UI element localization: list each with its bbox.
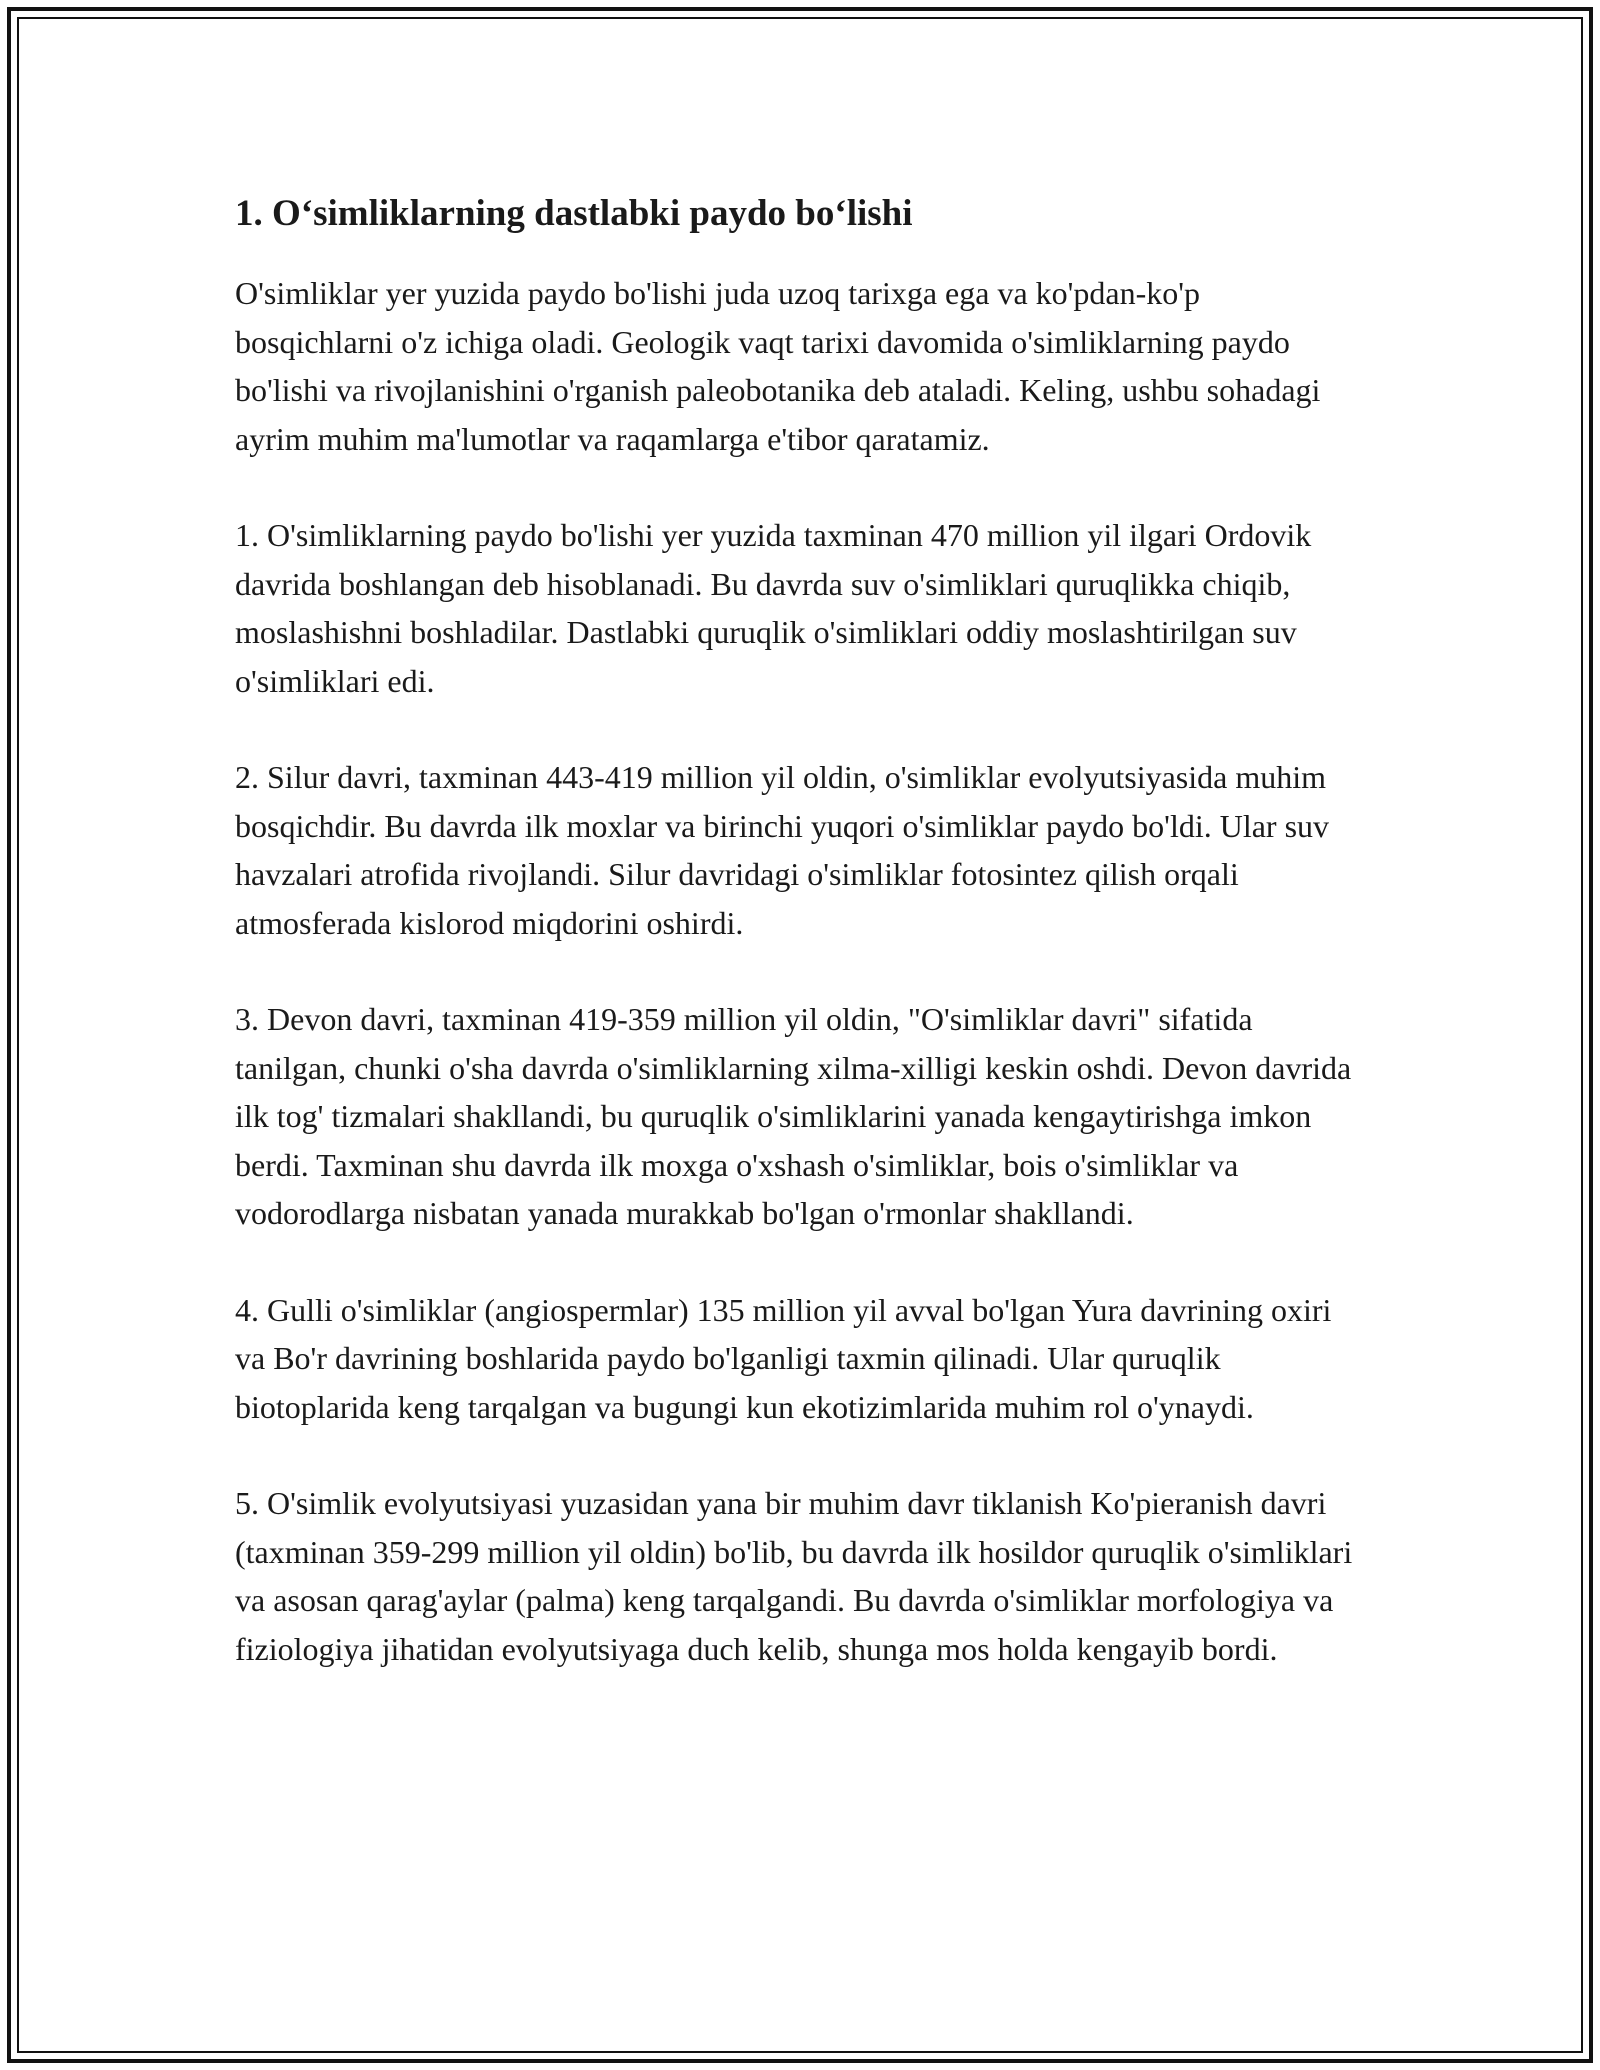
document-body [235, 185, 1365, 1673]
paragraph-angiosperms: 4. Gulli o'simliklar (angiospermlar) 135 million yil avval bo'lgan Yura davrining oxiri va Bo'r davrining boshlarida paydo bo'lganligi taxmin qilinadi. Ular quruqlik biotoplarida keng tarqalgan va bugungi kun ekotizimlarida muhim rol o'ynaydi. [235, 1291, 1332, 1425]
intro-paragraph: O'simliklar yer yuzida paydo bo'lishi juda uzoq tarixga ega va ko'pdan-ko'p bosqichlarni o'z ichiga oladi. Geologik vaqt tarixi davomida o'simliklarning paydo bo'lishi va rivojlanishini o'rganish paleobotanika deb ataladi. Keling, ushbu sohadagi ayrim muhim ma'lumotlar va raqamlarga e'tibor qaratamiz. [235, 275, 1321, 457]
paragraph-devonian: 3. Devon davri, taxminan 419-359 million yil oldin, "O'simliklar davri" sifatida tanilgan, chunki o'sha davrda o'simliklarning xilma-xilligi keskin oshdi. Devon davrida ilk tog' tizmalari shakllandi, bu quruqlik o'simliklarini yanada kengaytirishga imkon berdi. Taxminan shu davrda ilk moxga o'xshash o'simliklar, bois o'simliklar va vodorodlarga nisbatan yanada murakkab bo'lgan o'rmonlar shakllandi. [235, 1001, 1352, 1231]
paragraph-ordovician: 1. O'simliklarning paydo bo'lishi yer yuzida taxminan 470 million yil ilgari Ordovik davrida boshlangan deb hisoblanadi. Bu davrda suv o'simliklari quruqlikka chiqib, moslashishni boshladilar. Dastlabki quruqlik o'simliklari oddiy moslashtirilgan suv o'simliklari edi. [235, 517, 1312, 699]
paragraph-carboniferous: 5. O'simlik evolyutsiyasi yuzasidan yana bir muhim davr tiklanish Ko'pieranish davri (taxminan 359-299 million yil oldin) bo'lib, bu davrda ilk hosildor quruqlik o'simliklari va asosan qarag'aylar (palma) keng tarqalgandi. Bu davrda o'simliklar morfologiya va fiziologiya jihatidan evolyutsiyaga duch kelib, shunga mos holda kengayib bordi. [235, 1485, 1353, 1667]
section-title: 1. O‘simliklarning dastlabki paydo bo‘lishi [235, 193, 913, 234]
paragraph-silurian: 2. Silur davri, taxminan 443-419 million yil oldin, o'simliklar evolyutsiyasida muhim bosqichdir. Bu davrda ilk moxlar va birinchi yuqori o'simliklar paydo bo'ldi. Ular suv havzalari atrofida rivojlandi. Silur davridagi o'simliklar fotosintez qilish orqali atmosferada kislorod miqdorini oshirdi. [235, 759, 1330, 941]
